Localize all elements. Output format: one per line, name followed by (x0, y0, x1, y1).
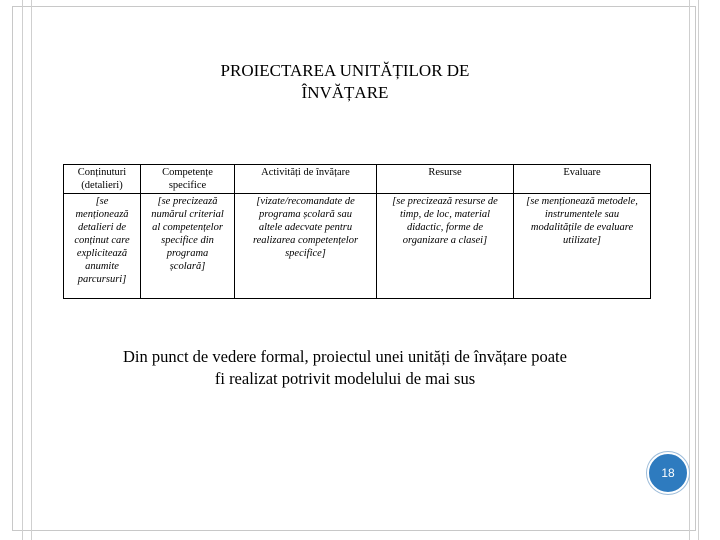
cell-line: numărul criterial (151, 209, 224, 220)
cell-line: modalitățile de evaluare (530, 222, 634, 233)
header-competente (141, 165, 235, 194)
header-line: Resurse (428, 167, 462, 178)
unit-plan-table (63, 164, 651, 299)
cell-line: școlară] (169, 261, 206, 272)
cell-line: specifice] (285, 248, 326, 259)
cell-line: organizare a clasei] (402, 235, 488, 246)
cell-line: [se menționează metodele, (526, 196, 638, 207)
slide-note-line-2: fi realizat potrivit modelului de mai sus (214, 369, 476, 388)
header-evaluare (514, 165, 651, 194)
cell-line: [vizate/recomandate de (256, 196, 355, 207)
cell-resurse (377, 194, 514, 299)
cell-line: anumite (85, 261, 119, 272)
header-resurse (377, 165, 514, 194)
slide-title-line-1: PROIECTAREA UNITĂȚILOR DE (220, 61, 470, 80)
cell-line: utilizate] (563, 235, 601, 246)
cell-line: al competențelor (152, 222, 223, 233)
header-line: (detalieri) (81, 180, 123, 191)
cell-line: didactic, forme de (406, 222, 484, 233)
cell-line: programa (166, 248, 209, 259)
slide-note (80, 346, 610, 390)
cell-line: explicitează (76, 248, 128, 259)
cell-line: specifice din (161, 235, 214, 246)
cell-activitati (235, 194, 377, 299)
header-line: Evaluare (563, 167, 601, 178)
cell-line: instrumentele sau (544, 209, 620, 220)
slide-title (150, 60, 540, 104)
slide-note-line-1: Din punct de vedere formal, proiectul unei unități de învățare poate (123, 347, 567, 366)
slide-title-line-2: ÎNVĂȚARE (301, 83, 389, 102)
right-decorative-rail (689, 0, 699, 540)
table-row (64, 194, 651, 299)
cell-line: [se (95, 196, 109, 207)
page-number-badge: 18 (647, 452, 689, 494)
table-header-row (64, 165, 651, 194)
cell-evaluare (514, 194, 651, 299)
cell-competente (141, 194, 235, 299)
cell-line: altele adecvate pentru (258, 222, 353, 233)
cell-line: [se precizează resurse de (392, 196, 498, 207)
cell-line: timp, de loc, material (399, 209, 491, 220)
header-line: Activități de învățare (261, 167, 350, 178)
header-line: Conținuturi (77, 167, 127, 178)
cell-line: programa școlară sau (259, 209, 352, 220)
cell-line: [se precizează (157, 196, 218, 207)
header-continuturi (64, 165, 141, 194)
header-line: specifice (168, 180, 207, 191)
cell-line: menționează (75, 209, 129, 220)
cell-line: realizarea competențelor (252, 235, 359, 246)
header-activitati (235, 165, 377, 194)
cell-continuturi (64, 194, 141, 299)
cell-line: parcursuri] (77, 274, 127, 285)
cell-line: detalieri de (77, 222, 127, 233)
cell-line: conținut care (74, 235, 130, 246)
header-line: Competențe (162, 167, 213, 178)
left-decorative-rail (22, 0, 32, 540)
